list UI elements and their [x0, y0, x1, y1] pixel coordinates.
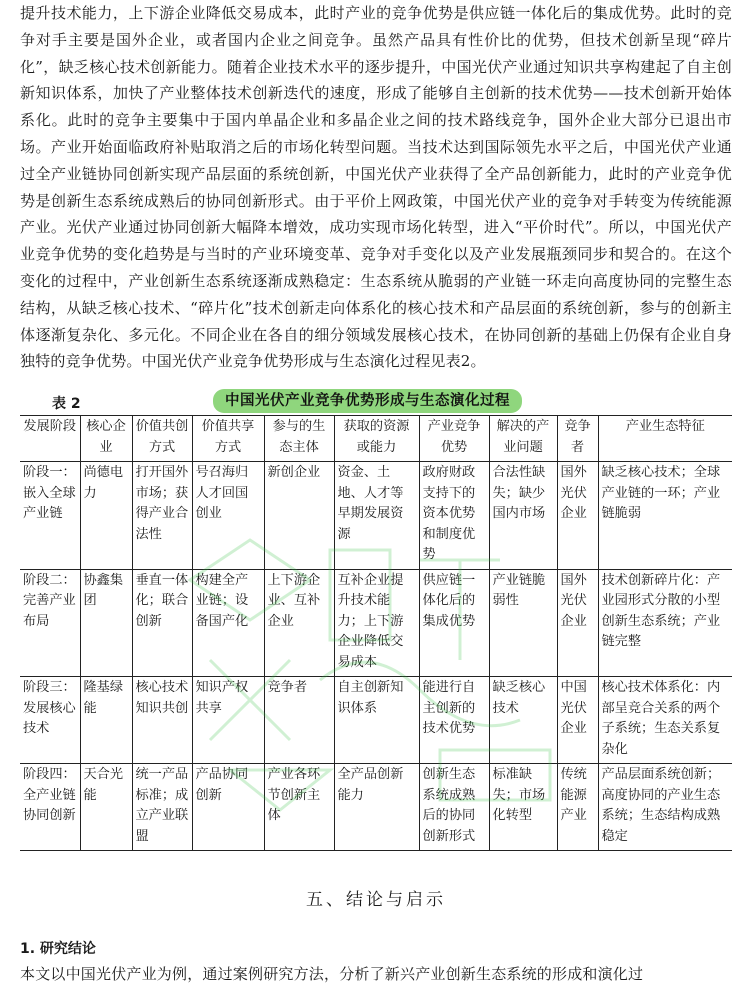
body-paragraph: 提升技术能力，上下游企业降低交易成本，此时产业的竞争优势是供应链一体化后的集成优势。此时的竞争对手主要是国外企业，或者国内企业之间竞争。虽然产品具有性价比的优势，但技术创新呈现“碎片化”，缺乏核心技术创新能力。随着企业技术水平的逐步提升，中国光伏产业通过知识共享构建起了自主创新知识体系，加快了产业整体技术创新迭代的速度，形成了能够自主创新的技术优势——技术创新开始体系化。此时的竞争主要集中于国内单晶企业和多晶企业之间的技术路线竞争，国外企业大部分已退出市场。产业开始面临政府补贴取消之后的市场化转型问题。当技术达到国际领先水平之后，中国光伏产业通过全产业链协同创新实现产品层面的系统创新，中国光伏产业获得了全产品创新能力，此时的产业竞争优势是创新生态系统成熟后的协同创新形式。由于平价上网政策，中国光伏产业的竞争对手转变为传统能源产业。光伏产业通过协同创新大幅降本增效，成功实现市场化转型，进入“平价时代”。所以，中国光伏产业竞争优势的变化趋势是与当时的产业环境变革、竞争对手变化以及产业发展瓶颈同步和契合的。在这个变化的过程中，产业创新生态系统逐渐成熟稳定：生态系统从脆弱的产业链一环走向高度协同的完整生态结构，从缺乏核心技术、“碎片化”技术创新走向体系化的核心技术和产品层面的系统创新，参与的创新主体逐渐复杂化、多元化。不同企业在各自的细分领域发展核心技术，在协同创新的基础上仍保有企业自身独特的竞争优势。中国光伏产业竞争优势形成与生态演化过程见表2。: [20, 4, 732, 371]
table-cell: 国外光伏企业: [557, 569, 598, 677]
table-cell: 竞争者: [264, 677, 334, 764]
table-cell: 协鑫集团: [80, 569, 132, 677]
table-cell: 知识产权共享: [192, 677, 264, 764]
table-cell: 产业各环节创新主体: [264, 764, 334, 851]
table-cell: 天合光能: [80, 764, 132, 851]
section-heading: 五、结论与启示: [306, 890, 446, 911]
header-advantage: 产业竞争优势: [419, 416, 489, 462]
table-cell: 尚德电力: [80, 462, 132, 570]
evolution-table: [20, 415, 732, 851]
table-cell: 构建全产业链；设备国产化: [192, 569, 264, 677]
table-cell: 缺乏核心技术；全球产业链的一环；产业链脆弱: [598, 462, 732, 570]
table-cell: 隆基绿能: [80, 677, 132, 764]
subsection-heading: 1. 研究结论: [20, 941, 96, 958]
header-core-enterprise: 核心企业: [80, 416, 132, 462]
table-title: 中国光伏产业竞争优势形成与生态演化过程: [213, 389, 522, 413]
table-cell: 技术创新碎片化：产业园形式分散的小型创新生态系统；产业链完整: [598, 569, 732, 677]
table-cell: 阶段二：完善产业布局: [20, 569, 80, 677]
table-cell: 统一产品标准；成立产业联盟: [132, 764, 192, 851]
header-eco-features: 产业生态特征: [598, 416, 732, 462]
table-cell: 资金、土地、人才等早期发展资源: [334, 462, 419, 570]
table-cell: 号召海归人才回国创业: [192, 462, 264, 570]
table-cell: 上下游企业、互补企业: [264, 569, 334, 677]
table-cell: 中国光伏企业: [557, 677, 598, 764]
header-problems: 解决的产业问题: [489, 416, 557, 462]
table-caption: [20, 389, 732, 415]
table-cell: 产品协同创新: [192, 764, 264, 851]
header-competitors: 竞争者: [557, 416, 598, 462]
table-cell: 缺乏核心技术: [489, 677, 557, 764]
table-row: [20, 462, 732, 570]
document-page: [20, 0, 732, 987]
table-cell: 核心技术体系化：内部呈竞合关系的两个子系统；生态关系复杂化: [598, 677, 732, 764]
table-cell: 标准缺失；市场化转型: [489, 764, 557, 851]
table-cell: 打开国外市场；获得产业合法性: [132, 462, 192, 570]
header-resources: 获取的资源或能力: [334, 416, 419, 462]
table-cell: 产业链脆弱性: [489, 569, 557, 677]
table-cell: 国外光伏企业: [557, 462, 598, 570]
table-cell: 传统能源产业: [557, 764, 598, 851]
table-row: [20, 677, 732, 764]
table-cell: 能进行自主创新的技术优势: [419, 677, 489, 764]
header-eco-participants: 参与的生态主体: [264, 416, 334, 462]
table-cell: 合法性缺失；缺少国内市场: [489, 462, 557, 570]
table-cell: 阶段三：发展核心技术: [20, 677, 80, 764]
table-cell: 创新生态系统成熟后的协同创新形式: [419, 764, 489, 851]
table-cell: 供应链一体化后的集成优势: [419, 569, 489, 677]
table-row: [20, 569, 732, 677]
header-value-sharing: 价值共享方式: [192, 416, 264, 462]
table-cell: 垂直一体化；联合创新: [132, 569, 192, 677]
conclusion-paragraph: 本文以中国光伏产业为例，通过案例研究方法，分析了新兴产业创新生态系统的形成和演化过: [20, 965, 644, 984]
table-cell: 互补企业提升技术能力；上下游企业降低交易成本: [334, 569, 419, 677]
table-cell: 产品层面系统创新；高度协同的产业生态系统；生态结构成熟稳定: [598, 764, 732, 851]
table-cell: 阶段四：全产业链协同创新: [20, 764, 80, 851]
table-cell: 新创企业: [264, 462, 334, 570]
table-cell: 全产品创新能力: [334, 764, 419, 851]
table-row: [20, 764, 732, 851]
header-stage: 发展阶段: [20, 416, 80, 462]
table-cell: 阶段一：嵌入全球产业链: [20, 462, 80, 570]
table-cell: 政府财政支持下的资本优势和制度优势: [419, 462, 489, 570]
table-cell: 自主创新知识体系: [334, 677, 419, 764]
table-number: 表 2: [52, 396, 81, 413]
header-value-cocreation: 价值共创方式: [132, 416, 192, 462]
table-cell: 核心技术知识共创: [132, 677, 192, 764]
table-header-row: [20, 416, 732, 462]
